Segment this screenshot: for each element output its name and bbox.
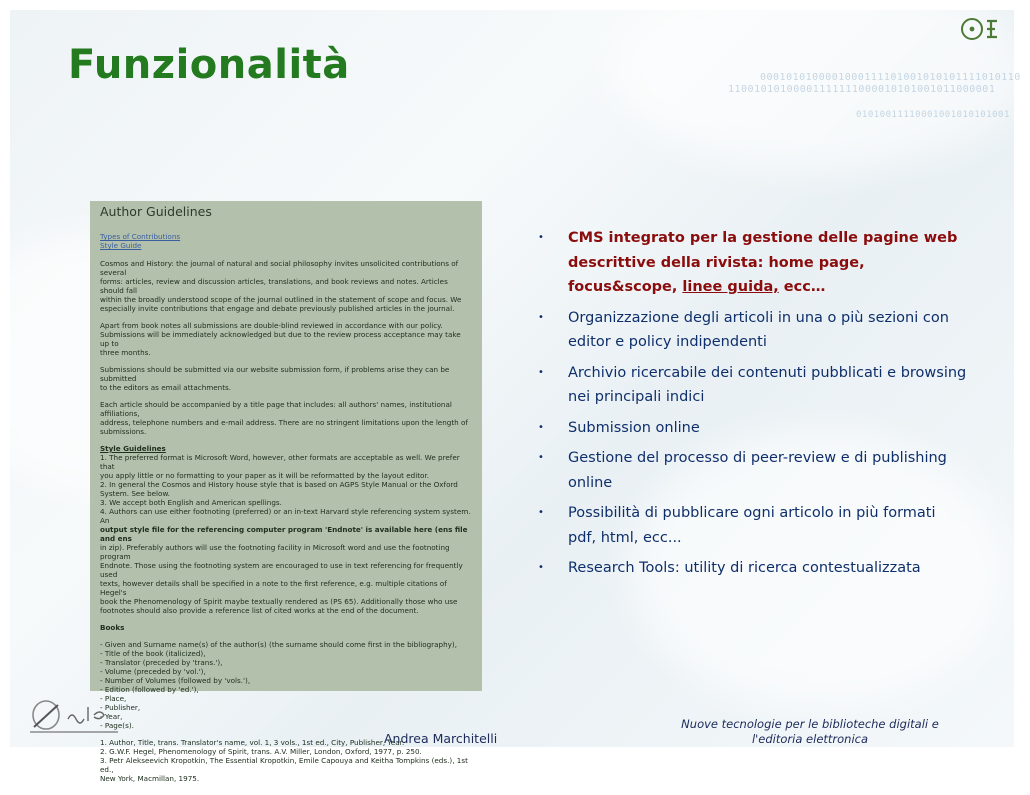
bullet-symbol: • — [538, 562, 544, 573]
doc-paragraph: Each article should be accompanied by a title page that includes: all authors' names, institutional affiliations, address, telephone numbers and e-mail address. There are no stringent limitations upon the length of submissions. — [100, 400, 468, 436]
slide — [10, 10, 1021, 783]
bullet-symbol: • — [538, 452, 544, 463]
list-item — [538, 361, 968, 410]
bullet-symbol: • — [538, 366, 544, 378]
bullet-text: Archivio ricercabile dei contenuti pubblicati e browsing nei principali indici — [568, 364, 967, 405]
bullet-text: Organizzazione degli articoli in una o più sezioni con editor e policy indipendenti — [568, 309, 949, 350]
bullet-text: Gestione del processo di peer-review e di publishing online — [568, 450, 947, 491]
bullet-symbol: • — [538, 421, 544, 433]
doc-style-list: 1. The preferred format is Microsoft Word, however, other formats are acceptable as well. We prefer that you apply little or no formatting to your paper as it will be reformatted by the layout editor. 2. In general the Cosmos and History house style that is based on AGPS Style Manual or the Oxford System. See below. 3. We accept both English and American spellings. 4. Authors can use either footnoting (preferred) or an in-text Harvard style referencing system system. An output style file for the referencing computer program 'Endnote' is available here (ens file and ens in zip). Preferably authors will use the footnoting facility in Microsoft word and use the footnoting program Endnote. Those using the footnoting system are encouraged to use in text referencing for frequently used texts, however details shall be specified in a note to the first reference, e.g. multiple citations of Hegel's book the Phenomenology of Spirit maybe textually rendered as (PS 65). Additionally those who use footnotes should also provide a reference list of cited works at the end of the document. — [100, 453, 471, 615]
binary-decoration: 0001010100001000111101001010101111010110 — [760, 72, 1021, 83]
feature-list — [538, 226, 968, 587]
bullet-symbol: • — [538, 232, 544, 243]
doc-heading-books: Books — [100, 623, 125, 632]
footer-caption-line: Nuove tecnologie per le biblioteche digitali e — [681, 717, 939, 731]
footer-caption — [660, 717, 960, 747]
doc-paragraph: Apart from book notes all submissions are double-blind reviewed in accordance with our policy. Submissions will be immediately acknowledged but due to the review process acceptance may take up to three months. — [100, 321, 461, 357]
list-item — [538, 501, 968, 550]
footer-caption-line: l'editoria elettronica — [751, 732, 869, 746]
bullet-symbol: • — [538, 311, 544, 323]
doc-books-list: - Given and Surname name(s) of the author(s) (the surname should come first in the bibliography), - Title of the book (italicized), - Translator (preceded by 'trans.'), - Volume (preceded by 'vol.'), - Number of Volumes (followed by 'vols.'), - Edition (followed by 'ed.'), - Place, - Publisher, - Year, - Page(s). — [100, 640, 457, 730]
slide-title: Funzionalità — [68, 42, 350, 88]
list-item — [538, 416, 968, 441]
list-item — [538, 556, 968, 581]
binary-decoration: 11001010100001111111000010101001011000001 — [728, 84, 996, 95]
doc-link-style-guide[interactable]: Style Guide — [100, 241, 142, 250]
bullet-text: Submission online — [568, 419, 700, 436]
bullet-symbol: • — [538, 507, 544, 518]
bullet-text: CMS integrato per la gestione delle pagine web descrittive della rivista: home page, focus&scope, — [568, 230, 958, 295]
list-item — [538, 306, 968, 355]
bullet-text: Possibilità di pubblicare ogni articolo in più formati pdf, html, ecc... — [568, 505, 936, 546]
oe-logo-icon — [961, 16, 1001, 42]
doc-link-types[interactable]: Types of Contributions — [100, 232, 181, 241]
binary-decoration: 01010011110001001010101001 — [856, 110, 1010, 120]
bullet-text: Research Tools: utility di ricerca contestualizzata — [568, 560, 921, 576]
list-item — [538, 446, 968, 495]
doc-title: Author Guidelines — [100, 204, 212, 219]
list-item — [538, 226, 968, 300]
cilea-logo-icon — [30, 697, 120, 733]
doc-paragraph: Submissions should be submitted via our website submission form, if problems arise they can be submitted to the editors as email attachments. — [100, 365, 450, 392]
doc-paragraph: Cosmos and History: the journal of natural and social philosophy invites unsolicited contributions of several forms: articles, review and discussion articles, translations, and book reviews and notes. Articles should fall within the broadly understood scope of the journal outlined in the statement of scope and focus. We especially invite contributions that engage and debate previously published articles in the journal. — [100, 259, 462, 313]
footer-author: Andrea Marchitelli — [384, 731, 498, 746]
doc-examples: 1. Author, Title, trans. Translator's name, vol. 1, 3 vols., 1st ed., City, Publisher, Year. 2. G.W.F. Hegel, Phenomenology of Spirit, trans. A.V. Miller, London, Oxford, 1977, p. 250. 3. Petr Alekseevich Kropotkin, The Essential Kropotkin, Emile Capouya and Keitha Tompkins (eds.), 1st ed., New York, Macmillan, 1975. — [100, 738, 468, 783]
bullet-suffix: ecc… — [778, 279, 826, 295]
linee-guida-link[interactable]: linee guida, — [682, 279, 779, 295]
doc-heading-style: Style Guidelines — [100, 444, 166, 453]
